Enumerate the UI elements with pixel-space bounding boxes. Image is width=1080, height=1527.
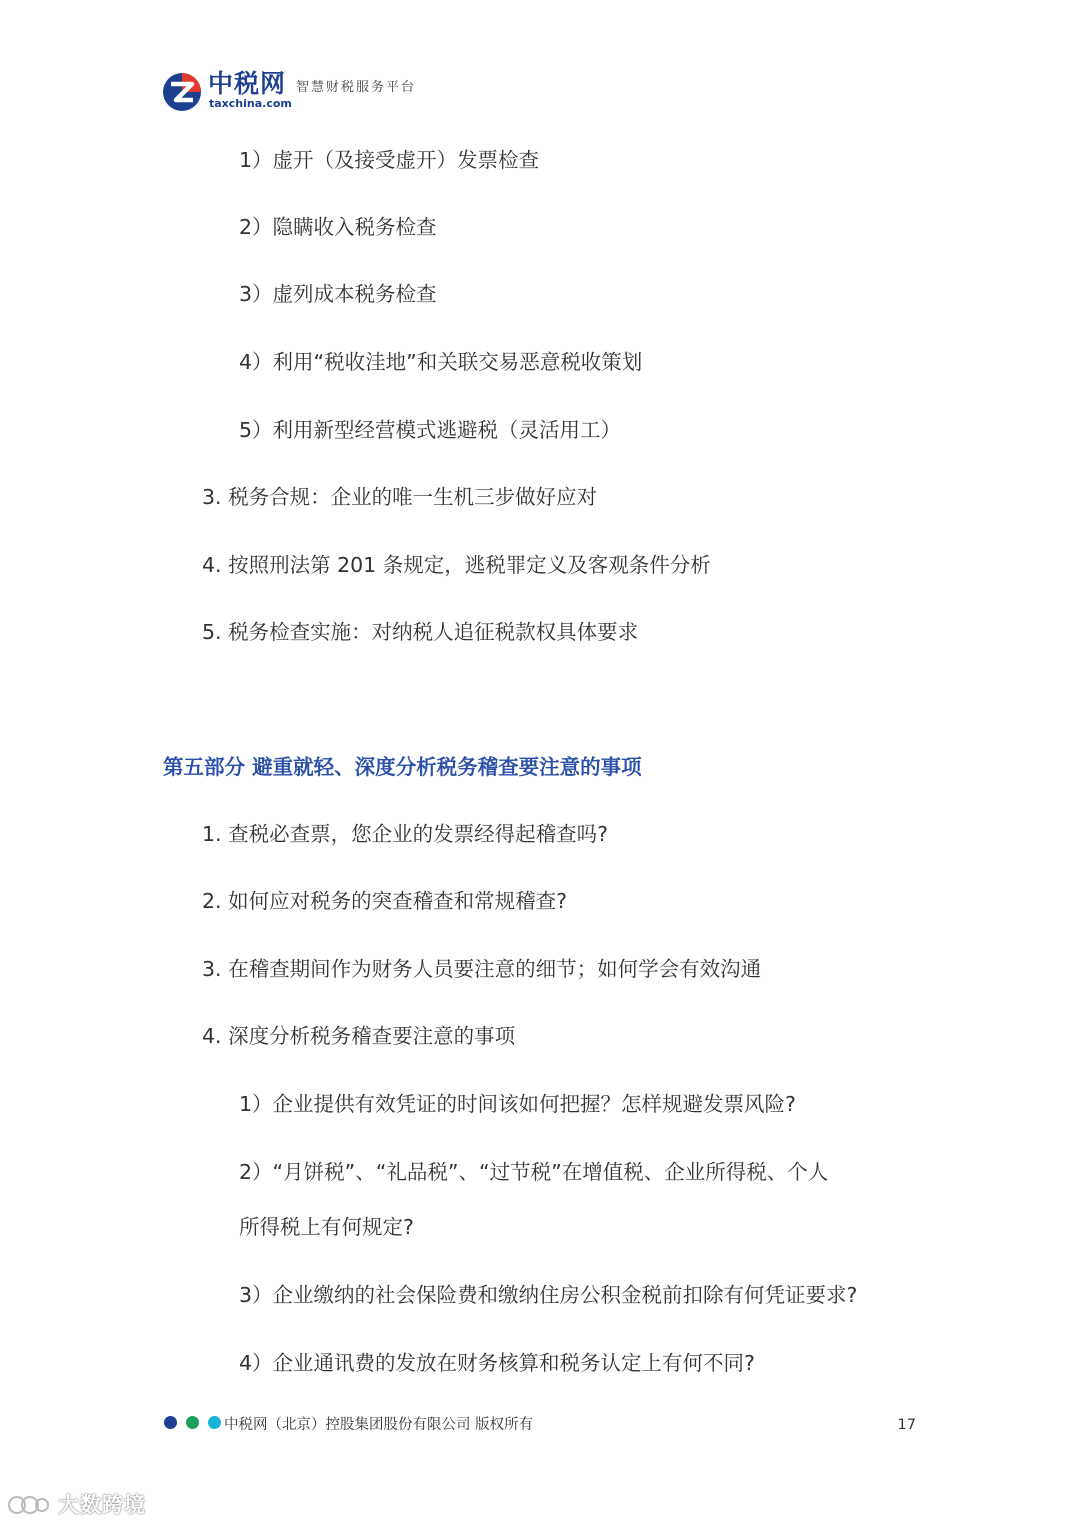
list-item: 2. 如何应对税务的突查稽查和常规稽查? <box>202 889 567 913</box>
watermark-logo-icon <box>8 1492 50 1518</box>
list-item: 4）企业通讯费的发放在财务核算和税务认定上有何不同? <box>239 1351 755 1375</box>
logo-name-en: taxchina.com <box>209 97 292 110</box>
list-item: 4）利用“税收洼地”和关联交易恶意税收策划 <box>239 350 643 374</box>
list-item: 3. 税务合规：企业的唯一生机三步做好应对 <box>202 485 598 509</box>
list-item: 1）虚开（及接受虚开）发票检查 <box>239 148 540 172</box>
watermark <box>8 1490 148 1520</box>
logo-name-cn: 中税网 <box>208 69 287 98</box>
footer-dot-green-icon <box>186 1416 199 1429</box>
list-item: 4. 深度分析税务稽查要注意的事项 <box>202 1024 516 1048</box>
list-item: 1）企业提供有效凭证的时间该如何把握？怎样规避发票风险? <box>239 1092 796 1116</box>
list-item: 5. 税务检查实施：对纳税人追征税款权具体要求 <box>202 620 639 644</box>
page-number: 17 <box>897 1417 916 1433</box>
page-header <box>162 68 562 116</box>
page-footer <box>162 1414 922 1438</box>
list-item: 3）虚列成本税务检查 <box>239 282 437 306</box>
list-item: 3）企业缴纳的社会保险费和缴纳住房公积金税前扣除有何凭证要求? <box>239 1283 858 1307</box>
list-item: 2）隐瞒收入税务检查 <box>239 215 437 239</box>
list-item-continuation: 所得税上有何规定? <box>239 1215 414 1239</box>
list-item: 2）“月饼税”、“礼品税”、“过节税”在增值税、企业所得税、个人 <box>239 1160 829 1184</box>
list-item: 5）利用新型经营模式逃避税（灵活用工） <box>239 418 622 442</box>
footer-dot-cyan-icon <box>208 1416 221 1429</box>
section-heading: 第五部分 避重就轻、深度分析税务稽查要注意的事项 <box>163 755 642 779</box>
taxchina-logo-icon <box>162 72 202 112</box>
header-slogan: 智慧财税服务平台 <box>296 80 417 95</box>
list-item: 1. 查税必查票，您企业的发票经得起稽查吗? <box>202 822 608 846</box>
watermark-text: 大数跨境 <box>58 1493 146 1517</box>
footer-copyright: 中税网（北京）控股集团股份有限公司 版权所有 <box>224 1417 534 1433</box>
list-item: 4. 按照刑法第 201 条规定，逃税罪定义及客观条件分析 <box>202 553 711 577</box>
footer-dot-navy-icon <box>164 1416 177 1429</box>
list-item: 3. 在稽查期间作为财务人员要注意的细节；如何学会有效沟通 <box>202 957 762 981</box>
